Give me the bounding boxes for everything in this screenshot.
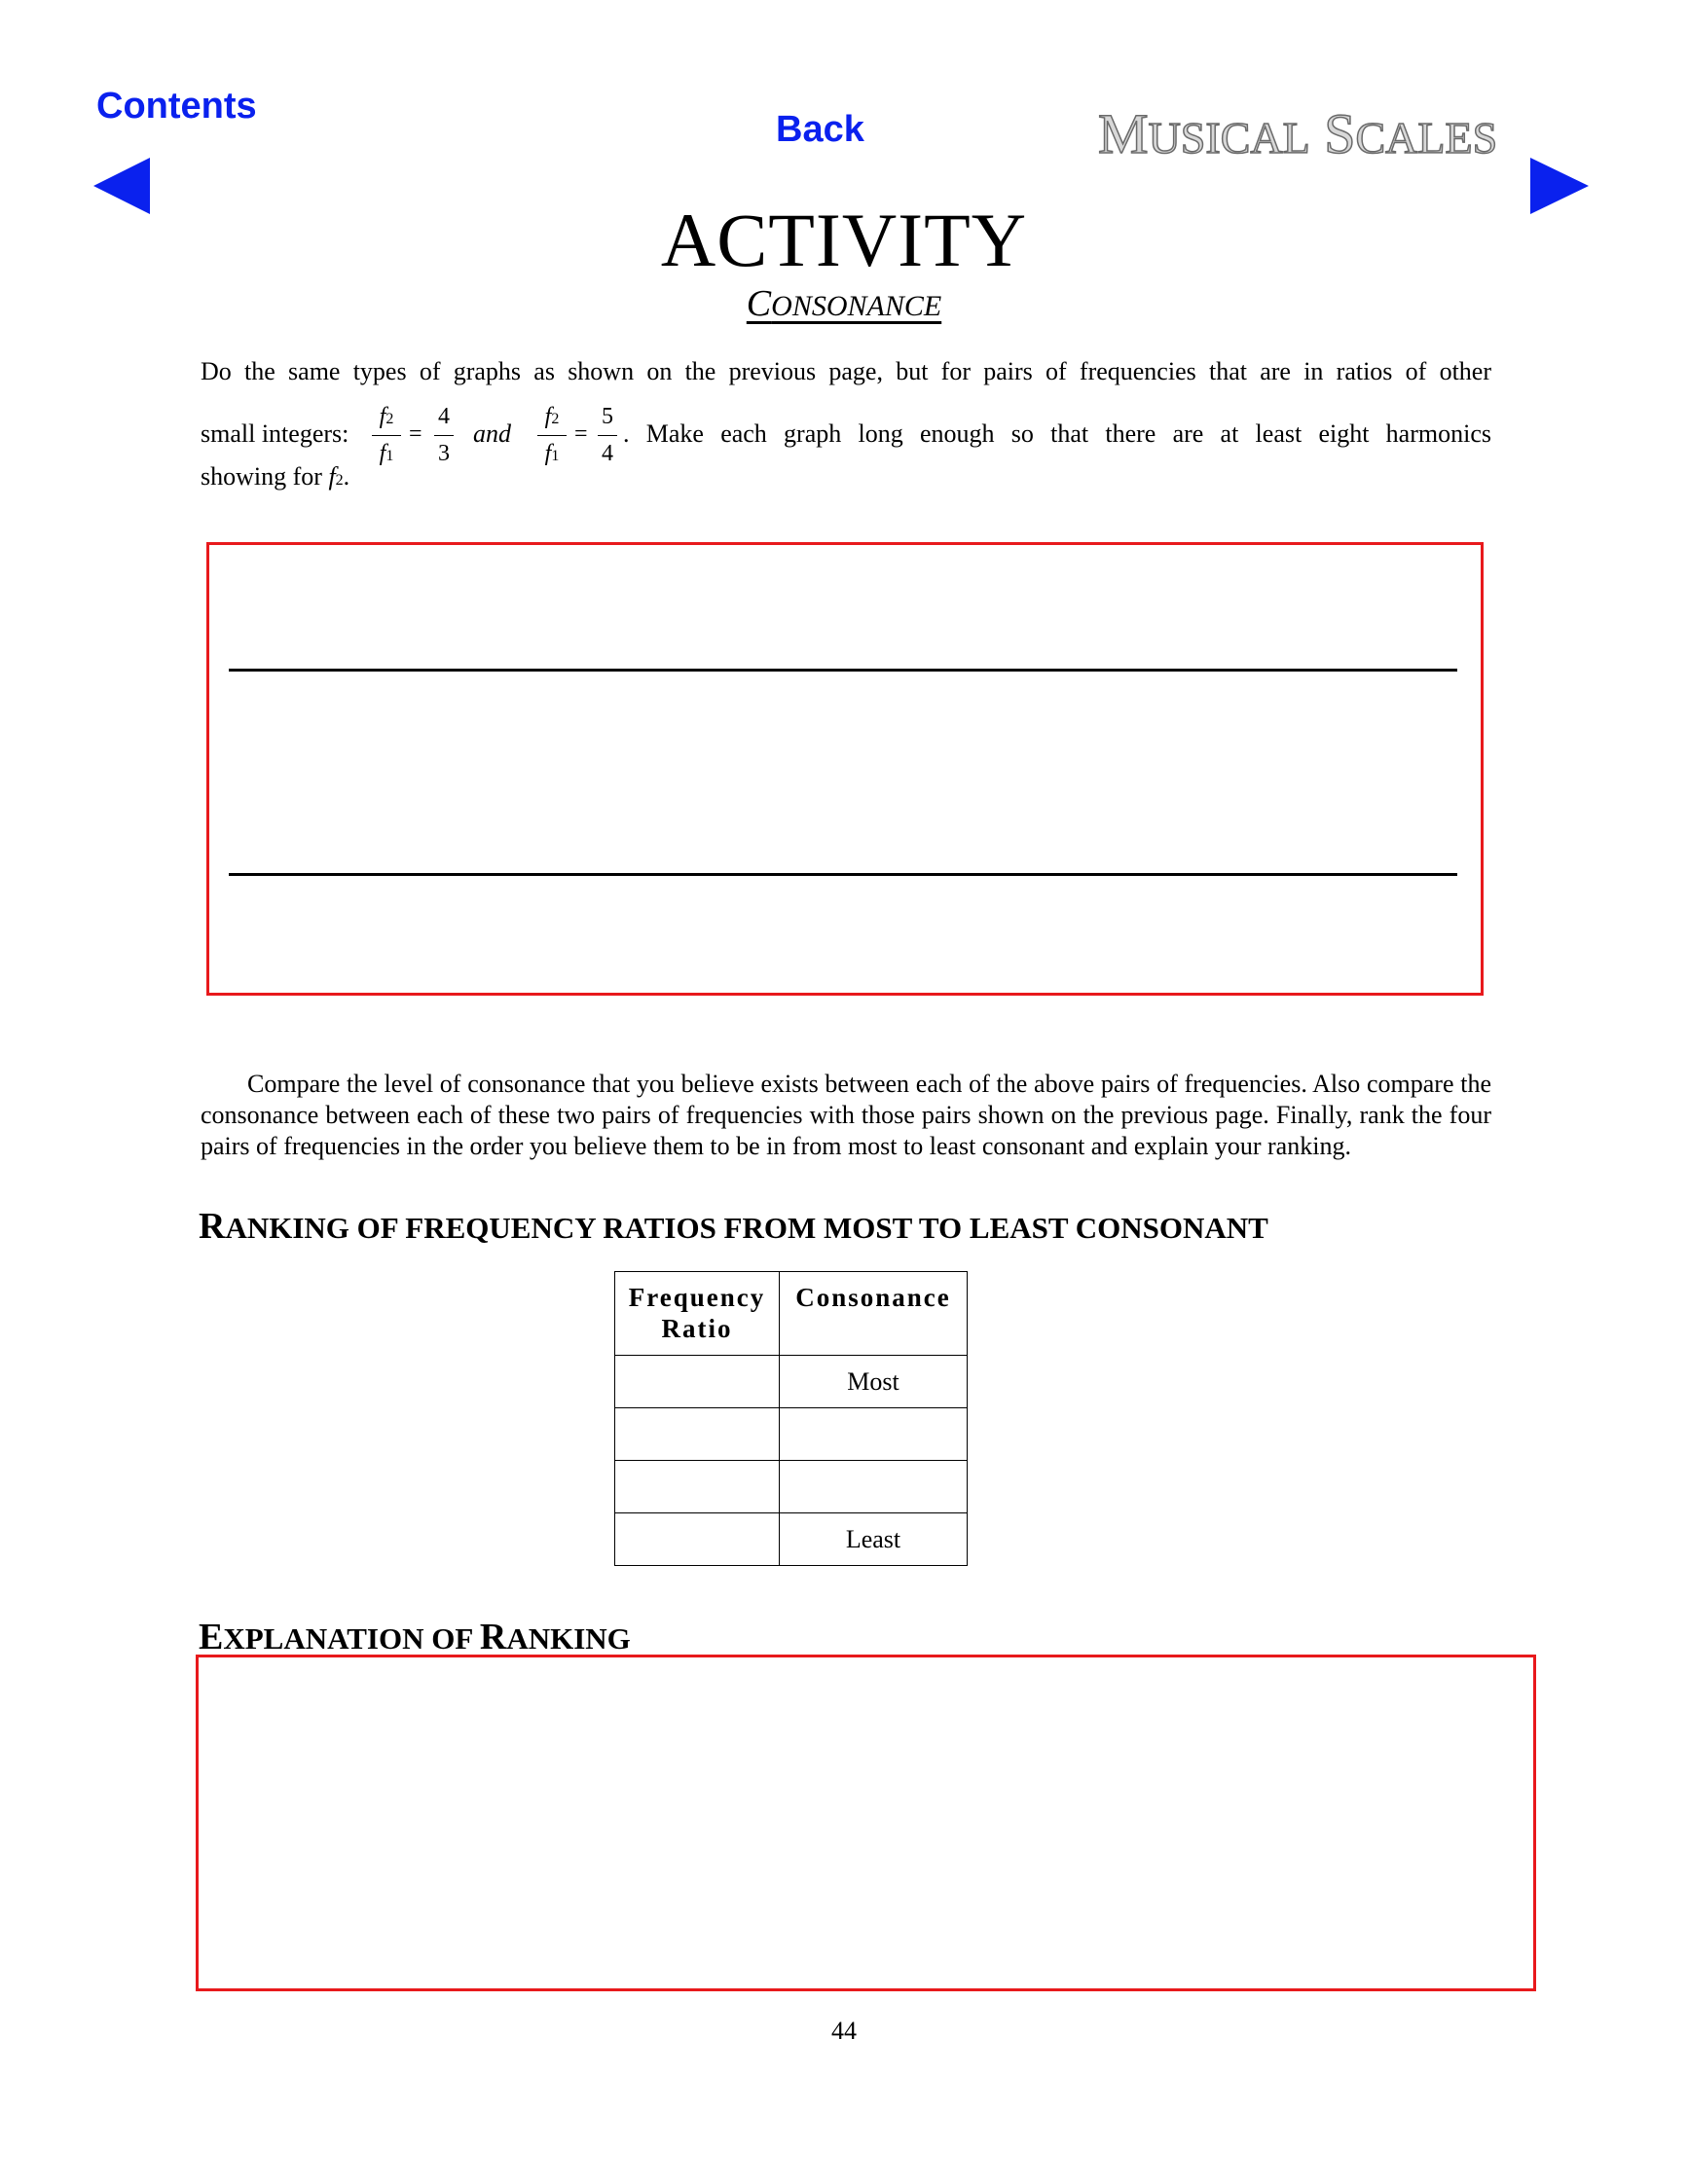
intro-line-1: Do the same types of graphs as shown on the previous page, but for pairs of frequencies that are in ratios of other [201,357,1491,385]
heading-initial: R [199,1206,226,1247]
heading-initial: R [479,1617,507,1657]
consonance-cell: Most [780,1356,968,1408]
heading-part: ANKING [506,1621,631,1656]
consonance-cell: Least [780,1513,968,1566]
consonance-cell [780,1461,968,1513]
graph-axis-line-2 [229,873,1457,876]
ratio-cell[interactable] [615,1408,780,1461]
intro-line-3-start: showing for [201,462,322,491]
subscript: 2 [335,472,344,489]
ratio-cell[interactable] [615,1461,780,1513]
header-ratio-line-2: Ratio [661,1314,733,1343]
table-row [615,1356,968,1408]
graph-drawing-area[interactable] [206,542,1484,996]
ratio-2-numerator: 5 [602,404,613,429]
intro-line-3-end: . [343,462,350,491]
table-row [615,1513,968,1566]
ranking-heading [199,1205,1268,1248]
ratio-cell[interactable] [615,1513,780,1566]
f-label: f [379,441,386,466]
musical-scales-logo [1098,101,1497,166]
brand-cales: CALES [1355,113,1498,163]
subtitle-initial: C [746,283,772,324]
subscript: 2 [551,411,560,427]
brand-usical: USICAL [1148,113,1310,163]
contents-link[interactable]: Contents [96,86,257,127]
explanation-heading [199,1616,631,1658]
subscript: 2 [385,411,394,427]
page-number: 44 [831,2017,857,2045]
intro-line-2-end: . Make each graph long enough so that there are at least eight harmonics [623,419,1491,448]
subscript: 1 [551,448,560,464]
f-label: f [379,404,386,429]
ratio-1-numerator: 4 [438,404,450,429]
page-subtitle [0,282,1688,325]
subscript: 1 [385,448,394,464]
heading-part: XPLANATION OF [223,1621,480,1656]
and-word: and [473,419,511,448]
graph-axis-line-1 [229,669,1457,672]
header-consonance: Consonance [780,1272,968,1356]
f-label: f [544,404,552,429]
equals-sign: = [574,421,588,447]
table-row [615,1461,968,1513]
compare-text: Compare the level of consonance that you believe exists between each of the above pairs of frequencies. Also compare the consonance between each of these two pairs of frequencies with those pairs shown on the previous page. Finally, rank the four pairs of frequencies in the order you believe them to be in from most to least consonant and explain your ranking. [201,1070,1491,1160]
back-link[interactable]: Back [776,109,864,150]
subtitle-rest: ONSONANCE [771,290,942,322]
brand-letter-s: S [1324,102,1356,165]
intro-line-3 [201,461,1491,496]
header-ratio-line-1: Frequency [628,1283,766,1312]
ranking-table [614,1271,968,1566]
table-header-row [615,1272,968,1356]
explanation-text-area[interactable] [196,1655,1536,1991]
intro-line-2 [201,403,1491,465]
table-row [615,1408,968,1461]
ratio-1-denominator: 3 [438,441,450,466]
compare-paragraph [201,1069,1491,1162]
ratio-2-denominator: 4 [602,441,613,466]
page-title: ACTIVITY [660,198,1028,282]
heading-initial: E [199,1617,224,1657]
ratio-cell[interactable] [615,1356,780,1408]
intro-line-2-start: small integers: [201,419,349,448]
consonance-cell [780,1408,968,1461]
brand-letter-m: M [1098,102,1149,165]
header-frequency-ratio [615,1272,780,1356]
equals-sign: = [409,421,422,447]
f-label: f [328,462,336,491]
f-label: f [544,441,552,466]
heading-rest: ANKING OF FREQUENCY RATIOS FROM MOST TO LEAST CONSONANT [225,1211,1268,1245]
